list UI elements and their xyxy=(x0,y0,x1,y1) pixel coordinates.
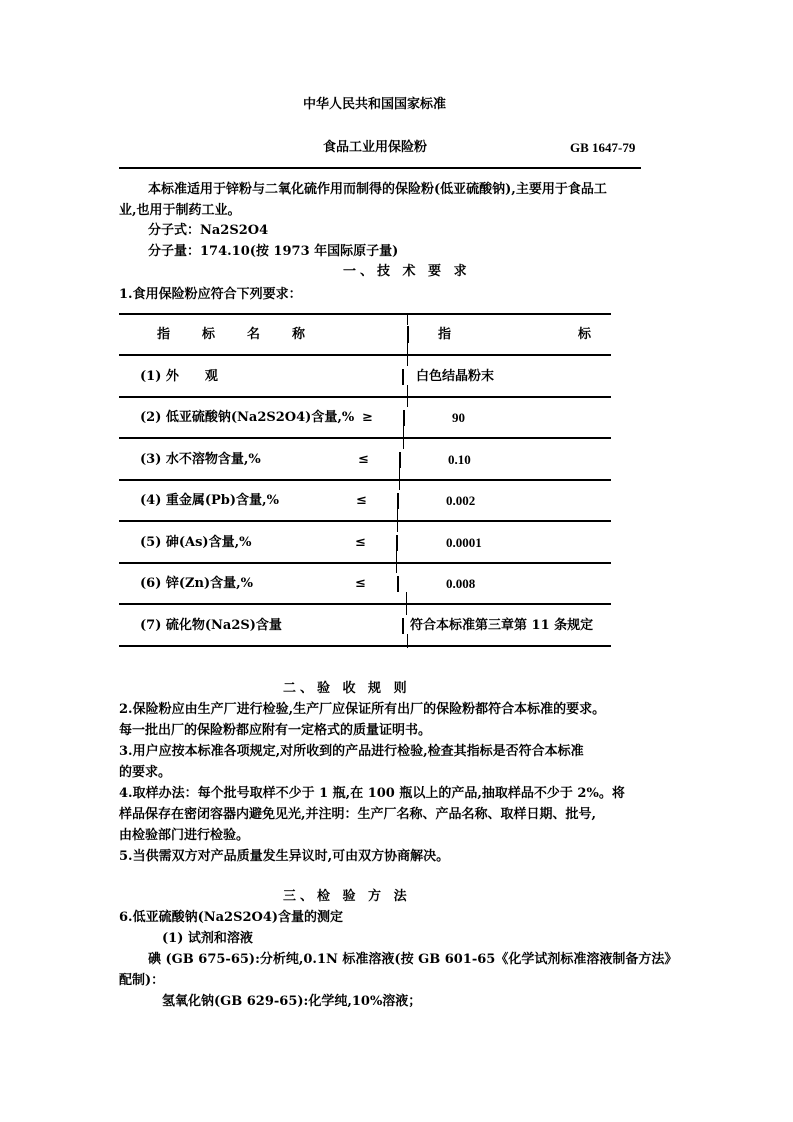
standard-code: GB 1647-79 xyxy=(570,140,636,155)
doc-title: 食品工业用保险粉 xyxy=(323,140,428,155)
col-tick-1 xyxy=(407,343,408,366)
col-sep-row-7 xyxy=(402,618,404,634)
section-2-line-3: 3.用户应按本标准各项规定,对所收到的产品进行检验,检查其指标是否符合本标准 xyxy=(119,744,584,759)
section-2-line-5: 4.取样办法：每个批号取样不少于 1 瓶,在 100 瓶以上的产品,抽取样品不少于 2%。将 xyxy=(119,786,625,801)
section-2-line-1: 2.保险粉应由生产厂进行检验,生产厂应保证所有出厂的保险粉都符合本标准的要求。 xyxy=(119,702,606,717)
row-4-rule xyxy=(119,520,611,522)
molecular-weight: 分子量：174.10(按 1973 年国际原子量) xyxy=(148,244,399,259)
row-2-operator: ≥ xyxy=(362,410,373,425)
naoh-line: 氢氧化钠(GB 629-65):化学纯,10%溶液； xyxy=(162,994,422,1009)
header-indicator-right: 标 xyxy=(578,327,592,342)
col-tick-4 xyxy=(399,468,400,490)
col-sep-row-2 xyxy=(403,410,405,426)
col-tick-6 xyxy=(396,551,397,573)
molecular-formula: 分子式：Na2S2O4 xyxy=(148,223,269,238)
intro-line-2: 业,也用于制药工业。 xyxy=(119,203,241,218)
row-4-name: (4) 重金属(Pb)含量,% xyxy=(140,493,279,508)
col-sep-row-3 xyxy=(399,452,401,468)
row-6-name: (6) 锌(Zn)含量,% xyxy=(140,576,253,591)
section-3-title: 三、检 验 方 法 xyxy=(283,889,411,904)
org-title: 中华人民共和国国家标准 xyxy=(303,97,447,112)
row-4-operator: ≤ xyxy=(356,493,367,508)
table-top-rule xyxy=(119,313,611,315)
row-6-value: 0.008 xyxy=(446,576,476,591)
row-5-value: 0.0001 xyxy=(446,535,482,550)
section-2-line-2: 每一批出厂的保险粉都应附有一定格式的质量证明书。 xyxy=(119,723,432,738)
row-6-operator: ≤ xyxy=(355,576,366,591)
section-2-line-8: 5.当供需双方对产品质量发生异议时,可由双方协商解决。 xyxy=(119,849,450,864)
col-tick-8 xyxy=(407,634,408,648)
col-tick-3 xyxy=(403,426,404,449)
section-2-line-7: 由检验部门进行检验。 xyxy=(119,828,250,843)
header-indicator-name: 指 标 名 称 xyxy=(157,327,308,342)
col-sep-row-5 xyxy=(396,535,398,551)
iodine-line-1: 碘 (GB 675-65):分析纯,0.1N 标准溶液(按 GB 601-65《化学试剂标准溶液制备方法》 xyxy=(148,952,678,967)
row-1-name: (1) 外 观 xyxy=(140,369,218,384)
col-tick-5 xyxy=(397,509,398,532)
section-2-line-4: 的要求。 xyxy=(119,765,172,780)
sub-1-heading: (1) 试剂和溶液 xyxy=(162,931,253,946)
col-sep-row-1 xyxy=(402,369,404,385)
iodine-line-2: 配制)： xyxy=(119,973,165,988)
col-tick-2 xyxy=(407,385,408,407)
col-tick-0 xyxy=(407,313,408,325)
header-rule xyxy=(119,167,641,169)
row-5-name: (5) 砷(As)含量,% xyxy=(140,535,252,550)
item-6-heading: 6.低亚硫酸钠(Na2S2O4)含量的测定 xyxy=(119,910,344,925)
row-3-name: (3) 水不溶物含量,% xyxy=(140,452,261,467)
row-4-value: 0.002 xyxy=(446,493,476,508)
table-bottom-rule xyxy=(119,645,611,647)
section-1-title: 一、技 术 要 求 xyxy=(343,264,471,279)
row-2-name: (2) 低亚硫酸钠(Na2S2O4)含量,% xyxy=(140,410,355,425)
col-sep-row-4 xyxy=(397,493,399,509)
table-header-rule xyxy=(119,354,611,356)
row-1-value: 白色结晶粉末 xyxy=(416,369,495,384)
col-sep-header xyxy=(407,326,409,343)
row-3-operator: ≤ xyxy=(358,452,369,467)
row-5-operator: ≤ xyxy=(355,535,366,550)
row-5-rule xyxy=(119,562,611,564)
row-2-rule xyxy=(119,437,611,439)
row-2-value: 90 xyxy=(452,410,465,425)
row-7-value: 符合本标准第三章第 11 条规定 xyxy=(410,618,594,633)
section-2-line-6: 样品保存在密闭容器内避免见光,并注明：生产厂名称、产品名称、取样日期、批号, xyxy=(119,807,597,822)
col-tick-7 xyxy=(406,592,407,615)
row-6-rule xyxy=(119,603,611,605)
row-1-rule xyxy=(119,396,611,398)
header-indicator-left: 指 xyxy=(438,327,452,342)
col-sep-row-6 xyxy=(397,576,399,592)
row-7-name: (7) 硫化物(Na2S)含量 xyxy=(140,618,282,633)
section-1-lead: 1.食用保险粉应符合下列要求： xyxy=(119,287,302,302)
section-2-title: 二、验 收 规 则 xyxy=(283,681,411,696)
row-3-value: 0.10 xyxy=(448,452,471,467)
intro-line-1: 本标准适用于锌粉与二氧化硫作用而制得的保险粉(低亚硫酸钠),主要用于食品工 xyxy=(148,182,607,197)
row-3-rule xyxy=(119,479,611,481)
